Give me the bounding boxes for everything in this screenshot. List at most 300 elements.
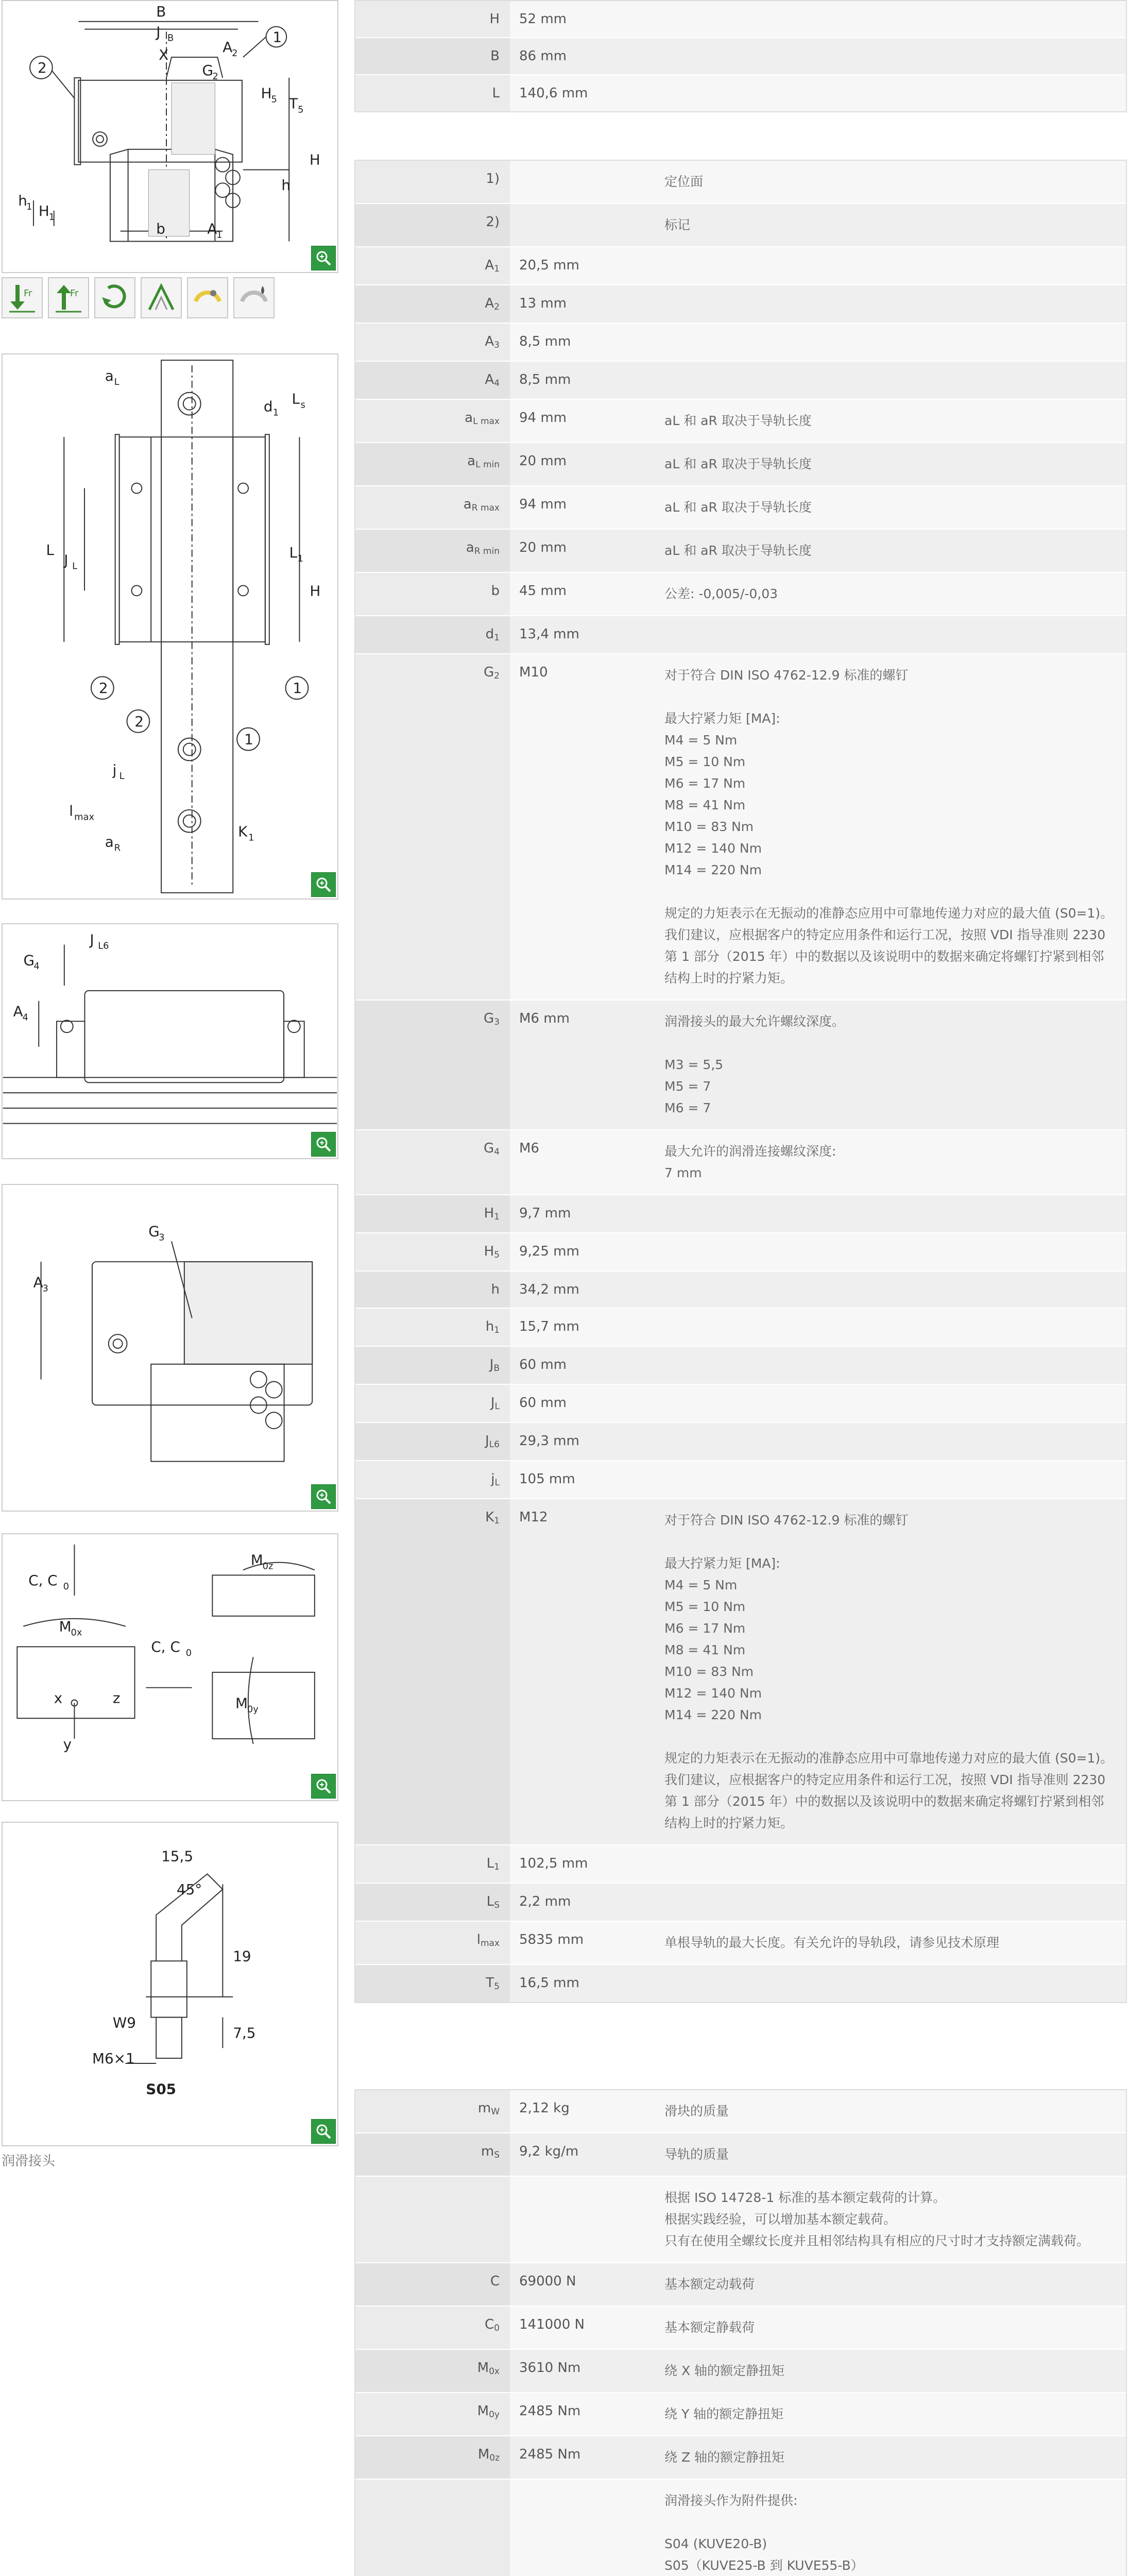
- param-symbol: [355, 654, 510, 999]
- param-value: M10: [510, 654, 664, 999]
- svg-text:L: L: [72, 561, 78, 572]
- param-description: 最大允许的润滑连接螺纹深度: 7 mm: [664, 1130, 1126, 1194]
- param-symbol-text: L: [492, 86, 500, 101]
- param-symbol-text: A: [485, 372, 494, 387]
- svg-text:J: J: [64, 551, 69, 569]
- svg-text:G: G: [202, 61, 214, 79]
- zoom-button[interactable]: [311, 1484, 336, 1509]
- param-symbol: [355, 75, 510, 111]
- param-description: 导轨的质量: [664, 2133, 1126, 2176]
- param-symbol-text: A: [485, 296, 494, 311]
- param-symbol: [355, 161, 510, 203]
- param-subscript: 4: [494, 1147, 500, 1157]
- param-subscript: L min: [475, 460, 500, 470]
- svg-text:M6×1: M6×1: [92, 2050, 135, 2067]
- zoom-button[interactable]: [311, 1774, 336, 1799]
- svg-text:G: G: [148, 1223, 160, 1240]
- table-row: [355, 399, 1126, 442]
- param-description: aL 和 aR 取决于导轨长度: [664, 530, 1126, 572]
- top-view-drawing[interactable]: [2, 353, 338, 900]
- param-description: 绕 X 轴的额定静扭矩: [664, 2350, 1126, 2392]
- table-row: [355, 653, 1126, 999]
- svg-text:1: 1: [244, 731, 253, 748]
- magnifier-plus-icon: [315, 876, 332, 893]
- param-symbol: [355, 1347, 510, 1384]
- table-row: [355, 442, 1126, 485]
- table-row: [355, 1883, 1126, 1921]
- param-description: 对于符合 DIN ISO 4762-12.9 标准的螺钉 最大拧紧力矩 [MA]: M4 = 5 Nm M5 = 10 Nm M6 = 17 Nm M8 = 41 Nm M10 = 83 Nm M12 = 140 Nm M14 = 220 Nm 规定的力矩表示在无振动的准静态应用中可靠地传递力对应的最大值 (S0=1)。我们建议，应根据客户的特定应用条件和运行工况，按照 VDI 指导准则 2230 第 1 部分（2015 年）中的数据以及该说明中的数据来确定将螺钉拧紧到相邻结构上时的拧紧力矩。: [664, 654, 1126, 999]
- table-row: [355, 284, 1126, 323]
- param-description: [664, 285, 1126, 323]
- table-row: [355, 1498, 1126, 1844]
- param-symbol: [355, 2177, 510, 2262]
- lubrication-icon: [233, 277, 275, 318]
- zoom-button[interactable]: [311, 1132, 336, 1157]
- param-value: 9,2 kg/m: [510, 2133, 664, 2176]
- param-symbol: [355, 2350, 510, 2392]
- svg-text:d: d: [263, 398, 273, 415]
- svg-text:H: H: [38, 202, 49, 219]
- svg-text:M: M: [59, 1618, 72, 1635]
- table-row: [355, 2262, 1126, 2306]
- param-symbol-text: A: [485, 334, 494, 349]
- svg-text:7,5: 7,5: [233, 2024, 256, 2042]
- table-row: [355, 2132, 1126, 2176]
- param-subscript: S: [494, 1900, 500, 1910]
- cross-section-drawing[interactable]: [2, 0, 338, 273]
- svg-text:0: 0: [185, 1648, 192, 1659]
- svg-text:J: J: [156, 23, 161, 41]
- param-description: aL 和 aR 取决于导轨长度: [664, 443, 1126, 485]
- param-subscript: 1: [494, 1325, 500, 1335]
- down-load-arrow-icon: [2, 277, 43, 318]
- svg-text:X: X: [159, 46, 169, 64]
- svg-text:1: 1: [297, 553, 303, 564]
- param-description: 单根导轨的最大长度。有关允许的导轨段，请参见技术原理: [664, 1922, 1126, 1964]
- svg-text:19: 19: [233, 1947, 251, 1965]
- table-row: [355, 529, 1126, 572]
- param-symbol: [355, 2263, 510, 2306]
- svg-text:L: L: [292, 390, 300, 408]
- param-symbol: [355, 486, 510, 529]
- svg-text:y: y: [63, 1735, 72, 1753]
- table-row: [355, 1964, 1126, 2002]
- svg-text:C, C: C, C: [28, 1572, 58, 1589]
- param-subscript: S: [494, 2150, 500, 2160]
- temperature-icon: [187, 277, 228, 318]
- param-symbol-text: d: [485, 626, 494, 642]
- param-subscript: 3: [494, 1017, 500, 1027]
- param-value: M6 mm: [510, 1001, 664, 1129]
- param-value: 140,6 mm: [510, 75, 664, 111]
- param-symbol-text: J: [489, 1357, 494, 1372]
- param-symbol: [355, 1499, 510, 1844]
- param-subscript: 0z: [489, 2453, 500, 2463]
- svg-text:M: M: [235, 1694, 248, 1712]
- param-description: [664, 1272, 1126, 1308]
- param-subscript: R min: [474, 546, 500, 556]
- svg-text:h: h: [18, 192, 27, 209]
- param-value: 2485 Nm: [510, 2436, 664, 2479]
- param-symbol-text: a: [465, 410, 473, 426]
- param-description: [664, 616, 1126, 653]
- svg-text:1: 1: [272, 407, 279, 418]
- table-row: [355, 37, 1126, 74]
- param-description: 定位面: [664, 161, 1126, 203]
- svg-text:1: 1: [293, 680, 302, 697]
- param-symbol: [355, 2090, 510, 2132]
- param-value: 2,12 kg: [510, 2090, 664, 2132]
- param-symbol: [355, 2133, 510, 2176]
- table-row: [355, 161, 1126, 203]
- dimension-table-main: [354, 0, 1127, 112]
- svg-text:a: a: [105, 367, 114, 384]
- param-description: [664, 1965, 1126, 2002]
- load-rating-table: [354, 2089, 1127, 2576]
- param-subscript: 1: [494, 1862, 500, 1872]
- param-symbol: [355, 1, 510, 37]
- svg-text:B: B: [167, 32, 174, 44]
- param-symbol: [355, 1001, 510, 1129]
- svg-text:H: H: [310, 582, 321, 600]
- svg-text:W9: W9: [112, 2014, 136, 2031]
- svg-text:s: s: [300, 399, 305, 411]
- table-row: [355, 2090, 1126, 2132]
- param-subscript: 0: [494, 2323, 500, 2333]
- param-symbol-text: K: [485, 1510, 494, 1525]
- param-symbol-text: H: [484, 1244, 494, 1259]
- svg-text:0: 0: [63, 1581, 69, 1592]
- svg-text:L: L: [46, 541, 54, 558]
- param-symbol: [355, 1884, 510, 1921]
- svg-text:2: 2: [98, 680, 108, 697]
- svg-text:A: A: [13, 1003, 23, 1020]
- param-description: 绕 Z 轴的额定静扭矩: [664, 2436, 1126, 2479]
- svg-text:R: R: [114, 842, 121, 854]
- param-value: 16,5 mm: [510, 1965, 664, 2002]
- param-symbol: [355, 530, 510, 572]
- svg-text:1: 1: [272, 28, 282, 46]
- param-symbol-text: H: [489, 11, 500, 27]
- table-row: [355, 246, 1126, 284]
- rail-profile-icon: [141, 277, 182, 318]
- param-symbol: [355, 204, 510, 246]
- table-row: [355, 1270, 1126, 1308]
- param-symbol: [355, 573, 510, 615]
- svg-text:J: J: [90, 931, 94, 948]
- param-description: [664, 75, 1126, 111]
- param-symbol: [355, 247, 510, 284]
- param-description: [664, 1423, 1126, 1460]
- param-symbol-text: a: [463, 497, 472, 512]
- param-subscript: max: [480, 1938, 500, 1948]
- svg-text:1: 1: [26, 201, 32, 212]
- param-symbol: [355, 38, 510, 74]
- param-description: 基本额定动载荷: [664, 2263, 1126, 2306]
- param-value: 34,2 mm: [510, 1272, 664, 1308]
- table-row: [355, 203, 1126, 246]
- table-row: [355, 615, 1126, 653]
- param-value: 45 mm: [510, 573, 664, 615]
- svg-text:H: H: [309, 151, 320, 168]
- param-subscript: L: [494, 1478, 500, 1488]
- param-subscript: L max: [473, 416, 500, 427]
- param-description: [664, 324, 1126, 361]
- param-subscript: 0y: [489, 2410, 500, 2420]
- param-value: [510, 2480, 664, 2576]
- param-value: 69000 N: [510, 2263, 664, 2306]
- magnifier-plus-icon: [315, 1777, 332, 1795]
- zoom-button[interactable]: [311, 2119, 336, 2144]
- svg-text:2: 2: [37, 59, 47, 76]
- param-subscript: 2: [494, 671, 500, 681]
- table-row: [355, 1308, 1126, 1346]
- svg-text:A: A: [223, 39, 233, 56]
- lube-thread-drawing[interactable]: [2, 1184, 338, 1512]
- param-description: 滑块的质量: [664, 2090, 1126, 2132]
- param-value: [510, 204, 664, 246]
- lube-nipple-drawing[interactable]: [2, 1822, 338, 2146]
- param-symbol: [355, 1195, 510, 1232]
- param-value: 15,7 mm: [510, 1309, 664, 1346]
- param-subscript: R max: [471, 503, 500, 513]
- param-symbol: [355, 1965, 510, 2002]
- svg-text:1: 1: [48, 211, 55, 223]
- param-symbol-text: j: [491, 1471, 495, 1487]
- svg-text:M: M: [250, 1551, 263, 1569]
- svg-text:A: A: [33, 1274, 43, 1291]
- table-row: [355, 2435, 1126, 2479]
- param-subscript: 0x: [489, 2366, 500, 2377]
- param-description: 公差: -0,005/-0,03: [664, 573, 1126, 615]
- param-symbol-text: M: [477, 2360, 489, 2376]
- svg-text:0y: 0y: [247, 1704, 259, 1715]
- param-symbol: [355, 1130, 510, 1194]
- table-row: [355, 1921, 1126, 1964]
- param-symbol-text: A: [485, 258, 494, 273]
- param-subscript: 4: [494, 378, 500, 388]
- param-value: 9,25 mm: [510, 1233, 664, 1270]
- param-symbol: [355, 1272, 510, 1308]
- param-description: [664, 1309, 1126, 1346]
- param-symbol: [355, 324, 510, 361]
- param-value: 60 mm: [510, 1347, 664, 1384]
- param-description: [664, 1, 1126, 37]
- dimension-table-detail: [354, 160, 1127, 2003]
- param-symbol: [355, 2393, 510, 2435]
- svg-text:15,5: 15,5: [161, 1848, 194, 1865]
- image-caption: 润滑接头: [2, 2154, 56, 2169]
- magnifier-plus-icon: [315, 249, 332, 267]
- param-value: 2485 Nm: [510, 2393, 664, 2435]
- param-symbol-text: M: [477, 2447, 490, 2462]
- param-description: [664, 38, 1126, 74]
- svg-text:L: L: [114, 376, 119, 387]
- param-symbol: [355, 2480, 510, 2576]
- table-row: [355, 74, 1126, 111]
- param-symbol-text: G: [484, 665, 494, 680]
- param-symbol: [355, 2436, 510, 2479]
- cross-section-drawing-svg: [3, 1, 337, 272]
- table-row: [355, 1460, 1126, 1498]
- param-description: [664, 1347, 1126, 1384]
- left-column: [0, 0, 340, 2576]
- param-symbol: [355, 1922, 510, 1964]
- magnifier-plus-icon: [315, 1136, 332, 1153]
- table-row: [355, 323, 1126, 361]
- svg-text:4: 4: [22, 1012, 28, 1023]
- param-value: 13 mm: [510, 285, 664, 323]
- param-subscript: 1: [494, 1516, 500, 1526]
- param-value: 29,3 mm: [510, 1423, 664, 1460]
- param-symbol-text: h: [491, 1282, 500, 1297]
- param-value: 94 mm: [510, 400, 664, 442]
- magnifier-plus-icon: [315, 1488, 332, 1505]
- svg-text:G: G: [23, 952, 35, 969]
- param-symbol-text: 2): [486, 214, 500, 230]
- svg-text:45°: 45°: [176, 1881, 202, 1899]
- param-symbol: [355, 362, 510, 399]
- param-symbol-text: a: [466, 540, 474, 555]
- table-row: [355, 1194, 1126, 1232]
- param-subscript: 3: [494, 340, 500, 350]
- param-symbol-text: a: [467, 453, 476, 469]
- param-value: 20 mm: [510, 443, 664, 485]
- param-description: 绕 Y 轴的额定静扭矩: [664, 2393, 1126, 2435]
- param-value: M12: [510, 1499, 664, 1844]
- rotation-arrow-icon: [94, 277, 135, 318]
- param-symbol: [355, 1423, 510, 1460]
- svg-text:2: 2: [134, 713, 144, 730]
- param-symbol-text: G: [484, 1141, 494, 1156]
- param-value: 105 mm: [510, 1461, 664, 1498]
- param-description: aL 和 aR 取决于导轨长度: [664, 400, 1126, 442]
- param-symbol-text: b: [491, 583, 500, 599]
- param-symbol-text: G: [484, 1011, 494, 1026]
- svg-text:A: A: [207, 220, 217, 238]
- table-row: [355, 361, 1126, 399]
- param-symbol-text: T: [486, 1975, 494, 1991]
- param-symbol-text: J: [485, 1433, 489, 1449]
- param-symbol: [355, 1461, 510, 1498]
- svg-text:H: H: [261, 84, 272, 102]
- param-symbol-text: J: [490, 1395, 495, 1411]
- param-value: 20,5 mm: [510, 247, 664, 284]
- param-symbol-text: m: [477, 2100, 491, 2116]
- svg-text:S05: S05: [146, 2080, 177, 2098]
- param-symbol: [355, 1233, 510, 1270]
- param-value: 3610 Nm: [510, 2350, 664, 2392]
- magnifier-plus-icon: [315, 2123, 332, 2140]
- svg-text:1: 1: [248, 832, 254, 843]
- param-value: 60 mm: [510, 1385, 664, 1422]
- param-symbol-text: L: [486, 1856, 494, 1871]
- param-subscript: 1: [494, 1212, 500, 1222]
- param-description: [664, 1845, 1126, 1883]
- param-value: M6: [510, 1130, 664, 1194]
- svg-text:Fr: Fr: [24, 288, 32, 299]
- param-description: aL 和 aR 取决于导轨长度: [664, 486, 1126, 529]
- table-row: [355, 2176, 1126, 2262]
- svg-text:3: 3: [42, 1283, 48, 1294]
- param-description: [664, 1884, 1126, 1921]
- table-row: [355, 572, 1126, 615]
- svg-text:L: L: [119, 771, 125, 782]
- param-subscript: L: [494, 1401, 500, 1412]
- param-value: 2,2 mm: [510, 1884, 664, 1921]
- param-subscript: 2: [494, 302, 500, 312]
- param-description: [664, 1461, 1126, 1498]
- param-subscript: 5: [494, 1250, 500, 1260]
- param-value: 13,4 mm: [510, 616, 664, 653]
- table-row: [355, 2306, 1126, 2349]
- param-description: [664, 362, 1126, 399]
- param-value: 141000 N: [510, 2307, 664, 2349]
- param-symbol-text: C: [485, 2317, 494, 2332]
- table-row: [355, 999, 1126, 1129]
- svg-text:2: 2: [232, 48, 238, 59]
- zoom-button[interactable]: [311, 246, 336, 270]
- feature-icons: [2, 277, 280, 318]
- svg-text:max: max: [74, 811, 95, 823]
- param-value: 86 mm: [510, 38, 664, 74]
- svg-text:T: T: [289, 95, 298, 112]
- table-row: [355, 1232, 1126, 1270]
- table-row: [355, 485, 1126, 529]
- table-row: [355, 2392, 1126, 2435]
- param-description: 润滑接头作为附件提供: S04 (KUVE20-B) S05（KUVE25-B 到 KUVE55-B）: [664, 2480, 1126, 2576]
- param-subscript: B: [493, 1363, 500, 1374]
- param-value: 94 mm: [510, 486, 664, 529]
- svg-text:5: 5: [298, 104, 304, 115]
- param-symbol-text: h: [485, 1319, 494, 1334]
- param-description: 标记: [664, 204, 1126, 246]
- param-value: 52 mm: [510, 1, 664, 37]
- param-value: [510, 2177, 664, 2262]
- svg-text:b: b: [156, 220, 165, 238]
- svg-text:K: K: [238, 823, 248, 840]
- svg-text:x: x: [54, 1689, 63, 1707]
- param-symbol: [355, 1385, 510, 1422]
- param-symbol-text: L: [486, 1894, 494, 1909]
- param-description: [664, 1385, 1126, 1422]
- svg-text:0x: 0x: [71, 1627, 82, 1638]
- svg-text:z: z: [112, 1689, 121, 1707]
- param-value: 8,5 mm: [510, 324, 664, 361]
- param-description: [664, 247, 1126, 284]
- param-symbol-text: l: [476, 1932, 481, 1947]
- param-symbol: [355, 1309, 510, 1346]
- param-symbol: [355, 285, 510, 323]
- table-row: [355, 1422, 1126, 1460]
- side-view-lube-drawing[interactable]: [2, 923, 338, 1159]
- zoom-button[interactable]: [311, 872, 336, 897]
- svg-text:h: h: [281, 177, 290, 194]
- table-row: [355, 2479, 1126, 2576]
- svg-text:L: L: [289, 544, 298, 561]
- param-description: 润滑接头的最大允许螺纹深度。 M3 = 5,5 M5 = 7 M6 = 7: [664, 1001, 1126, 1129]
- load-moment-drawing[interactable]: [2, 1533, 338, 1801]
- svg-text:Fr: Fr: [70, 288, 79, 299]
- param-value: 20 mm: [510, 530, 664, 572]
- svg-text:5: 5: [271, 94, 277, 105]
- param-symbol-text: M: [477, 2403, 489, 2419]
- param-description: 根据 ISO 14728-1 标准的基本额定载荷的计算。 根据实践经验，可以增加基本额定载荷。 只有在使用全螺纹长度并且相邻结构具有相应的尺寸时才支持额定满载荷。: [664, 2177, 1126, 2262]
- param-value: 8,5 mm: [510, 362, 664, 399]
- param-value: [510, 161, 664, 203]
- svg-text:l: l: [69, 802, 73, 820]
- param-symbol-text: B: [490, 48, 500, 64]
